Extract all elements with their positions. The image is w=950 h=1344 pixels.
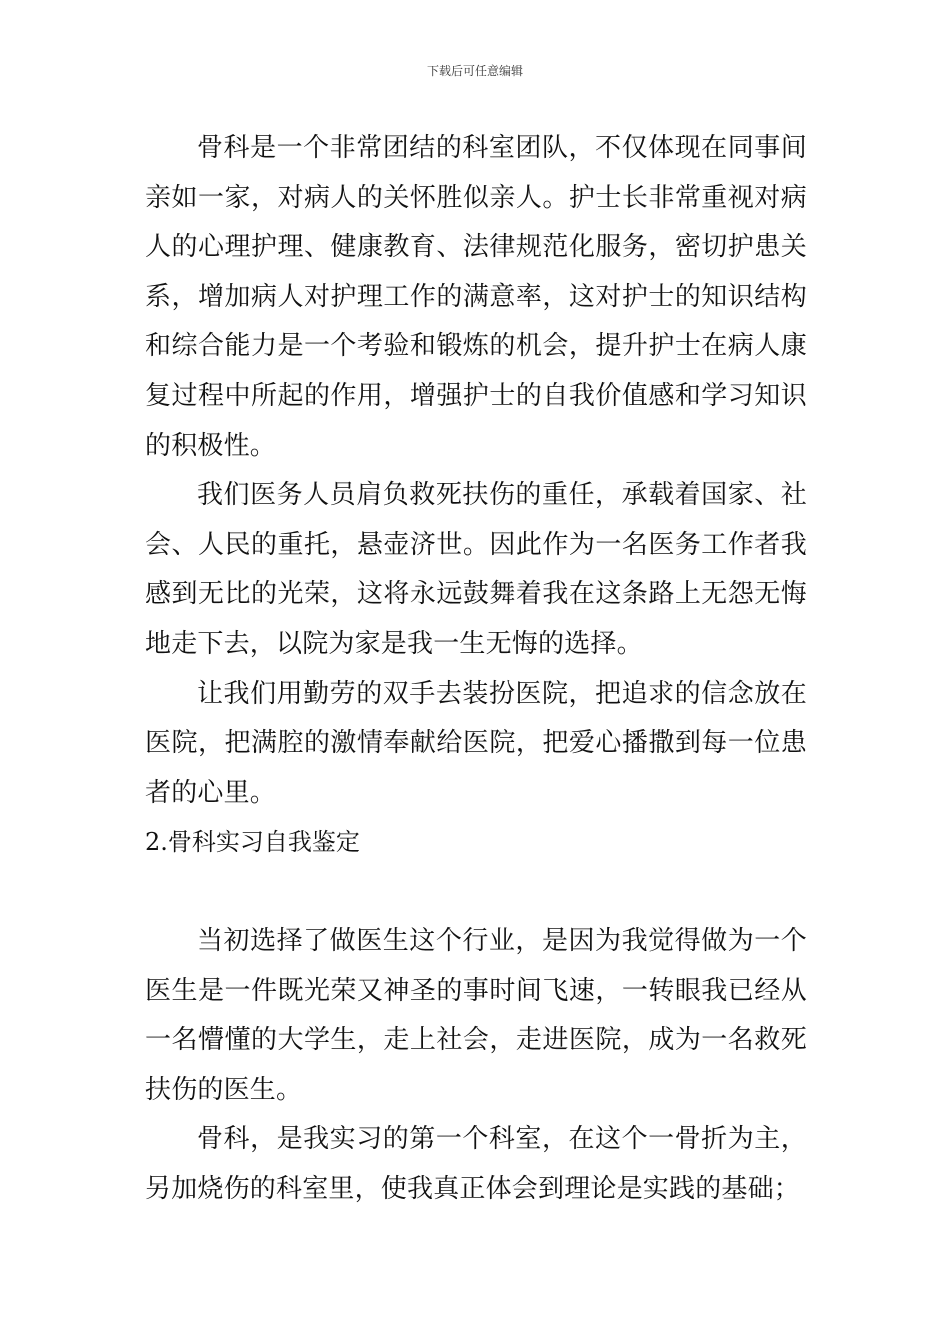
document-body (145, 124, 807, 1214)
paragraph-first-department: 骨科，是我实习的第一个科室，在这个一骨折为主，另加烧伤的科室里，使我真正体会到理论是实践的基础； (145, 1124, 807, 1204)
blank-line (145, 868, 807, 917)
section-heading: 2.骨科实习自我鉴定 (145, 828, 360, 857)
header-note: 下载后可任意编辑 (426, 64, 523, 78)
paragraph-career-choice: 当初选择了做医生这个行业，是因为我觉得做为一个医生是一件既光荣又神圣的事时间飞速，一转眼我已经从一名懵懂的大学生，走上社会，走进医院，成为一名救死扶伤的医生。 (145, 925, 807, 1105)
paragraph-medical-duty: 我们医务人员肩负救死扶伤的重任，承载着国家、社会、人民的重托，悬壶济世。因此作为一名医务工作者我感到无比的光荣，这将永远鼓舞着我在这条路上无怨无悔地走下去，以院为家是我一生无悔的选择。 (145, 480, 807, 659)
paragraph-orthopedics-team: 骨科是一个非常团结的科室团队，不仅体现在同事间亲如一家，对病人的关怀胜似亲人。护士长非常重视对病人的心理护理、健康教育、法律规范化服务，密切护患关系，增加病人对护理工作的满意率，这对护士的知识结构和综合能力是一个考验和锻炼的机会，提升护士在病人康复过程中所起的作用，增强护士的自我价值感和学习知识的积极性。 (145, 133, 807, 461)
paragraph-hospital-dedication: 让我们用勤劳的双手去装扮医院，把追求的信念放在医院，把满腔的激情奉献给医院，把爱心播撒到每一位患者的心里。 (145, 678, 807, 808)
